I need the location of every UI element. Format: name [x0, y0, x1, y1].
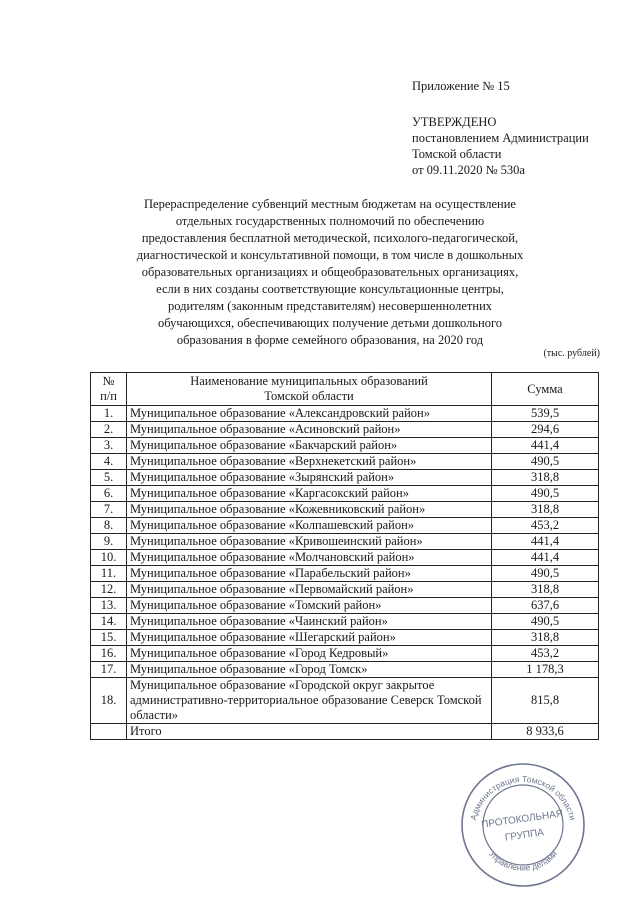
approval-line-1: постановлением Администрации [412, 131, 589, 145]
row-number: 13. [91, 598, 127, 614]
row-name: Муниципальное образование «Верхнекетский район» [127, 454, 492, 470]
row-name: Муниципальное образование «Колпашевский район» [127, 518, 492, 534]
row-number: 12. [91, 582, 127, 598]
table-row [91, 550, 599, 566]
table-row [91, 678, 599, 724]
row-sum: 318,8 [492, 582, 599, 598]
row-number: 14. [91, 614, 127, 630]
row-name: Муниципальное образование «Молчановский район» [127, 550, 492, 566]
row-sum: 637,6 [492, 598, 599, 614]
total-number [91, 724, 127, 740]
total-row [91, 724, 599, 740]
row-sum: 318,8 [492, 630, 599, 646]
subvention-table [90, 372, 599, 740]
table-row [91, 534, 599, 550]
table-row [91, 566, 599, 582]
row-name: Муниципальное образование «Чаинский район» [127, 614, 492, 630]
row-sum: 318,8 [492, 470, 599, 486]
title-line: диагностической и консультативной помощи, в том числе в дошкольных [136, 248, 524, 262]
title-line: Перераспределение субвенций местным бюджетам на осуществление [144, 197, 516, 211]
row-sum: 490,5 [492, 614, 599, 630]
row-sum: 441,4 [492, 534, 599, 550]
title-line: если в них созданы соответствующие консультационные центры, [156, 282, 504, 296]
row-sum: 318,8 [492, 502, 599, 518]
row-name: Муниципальное образование «Городской округ закрытое административно-территориальное образование Северск Томской области» [127, 678, 492, 724]
table-row [91, 438, 599, 454]
stamp-seal [458, 760, 588, 890]
stamp-outer-top-text: Администрация Томской области [468, 773, 578, 822]
row-name: Муниципальное образование «Парабельский район» [127, 566, 492, 582]
row-number: 10. [91, 550, 127, 566]
approval-line-2: Томской области [412, 147, 502, 161]
table-row [91, 470, 599, 486]
header-name [127, 373, 492, 406]
row-name: Муниципальное образование «Кожевниковский район» [127, 502, 492, 518]
table-row [91, 582, 599, 598]
row-name: Муниципальное образование «Город Кедровый» [127, 646, 492, 662]
row-sum: 539,5 [492, 406, 599, 422]
approval-line-3: от 09.11.2020 № 530а [412, 163, 525, 177]
row-sum: 441,4 [492, 550, 599, 566]
stamp-outer-bottom-text: Управление делами [486, 848, 560, 873]
row-name: Муниципальное образование «Александровский район» [127, 406, 492, 422]
title-line: обучающихся, обеспечивающих получение детьми дошкольного [157, 316, 503, 330]
row-name: Муниципальное образование «Томский район» [127, 598, 492, 614]
row-sum: 490,5 [492, 486, 599, 502]
units-label: (тыс. рублей) [543, 348, 600, 359]
row-number: 8. [91, 518, 127, 534]
row-name: Муниципальное образование «Шегарский район» [127, 630, 492, 646]
row-number: 7. [91, 502, 127, 518]
row-number: 18. [91, 678, 127, 724]
row-number: 4. [91, 454, 127, 470]
row-sum: 453,2 [492, 518, 599, 534]
title-line: образования в форме семейного образования, на 2020 год [176, 333, 484, 347]
row-sum: 490,5 [492, 566, 599, 582]
appendix-label: Приложение № 15 [412, 79, 510, 93]
row-name: Муниципальное образование «Зырянский район» [127, 470, 492, 486]
approval-block [412, 78, 589, 178]
row-name: Муниципальное образование «Бакчарский район» [127, 438, 492, 454]
row-number: 5. [91, 470, 127, 486]
document-title [60, 196, 600, 349]
table-header-row [91, 373, 599, 406]
table-row [91, 598, 599, 614]
header-num-line1: № [102, 374, 115, 388]
row-sum: 1 178,3 [492, 662, 599, 678]
stamp-inner-line2: ГРУППА [504, 827, 545, 844]
row-number: 9. [91, 534, 127, 550]
row-number: 6. [91, 486, 127, 502]
approved-label: УТВЕРЖДЕНО [412, 115, 497, 129]
title-line: предоставления бесплатной методической, психолого-педагогической, [141, 231, 519, 245]
row-sum: 490,5 [492, 454, 599, 470]
row-sum: 453,2 [492, 646, 599, 662]
header-name-line2: Томской области [264, 389, 354, 403]
row-number: 17. [91, 662, 127, 678]
row-name: Муниципальное образование «Асиновский район» [127, 422, 492, 438]
table-row [91, 646, 599, 662]
row-name: Муниципальное образование «Первомайский район» [127, 582, 492, 598]
stamp-inner-line1: ПРОТОКОЛЬНАЯ [480, 808, 564, 831]
row-sum: 294,6 [492, 422, 599, 438]
row-number: 15. [91, 630, 127, 646]
total-label: Итого [127, 724, 492, 740]
table-row [91, 454, 599, 470]
table-row [91, 662, 599, 678]
table-row [91, 502, 599, 518]
table-row [91, 422, 599, 438]
header-num [91, 373, 127, 406]
table-row [91, 518, 599, 534]
header-sum: Сумма [492, 373, 599, 406]
row-number: 11. [91, 566, 127, 582]
table-row [91, 486, 599, 502]
title-line: отдельных государственных полномочий по обеспечению [175, 214, 485, 228]
row-number: 2. [91, 422, 127, 438]
row-number: 3. [91, 438, 127, 454]
title-line: образовательных организациях и общеобразовательных организациях, [141, 265, 519, 279]
table-body [91, 406, 599, 740]
row-sum: 815,8 [492, 678, 599, 724]
title-line: родителям (законным представителям) несовершеннолетних [167, 299, 493, 313]
row-name: Муниципальное образование «Кривошеинский район» [127, 534, 492, 550]
row-number: 1. [91, 406, 127, 422]
header-num-line2: п/п [100, 389, 117, 403]
total-sum: 8 933,6 [492, 724, 599, 740]
table-row [91, 630, 599, 646]
row-sum: 441,4 [492, 438, 599, 454]
row-number: 16. [91, 646, 127, 662]
row-name: Муниципальное образование «Каргасокский район» [127, 486, 492, 502]
row-name: Муниципальное образование «Город Томск» [127, 662, 492, 678]
table-row [91, 406, 599, 422]
table-row [91, 614, 599, 630]
header-name-line1: Наименование муниципальных образований [190, 374, 428, 388]
